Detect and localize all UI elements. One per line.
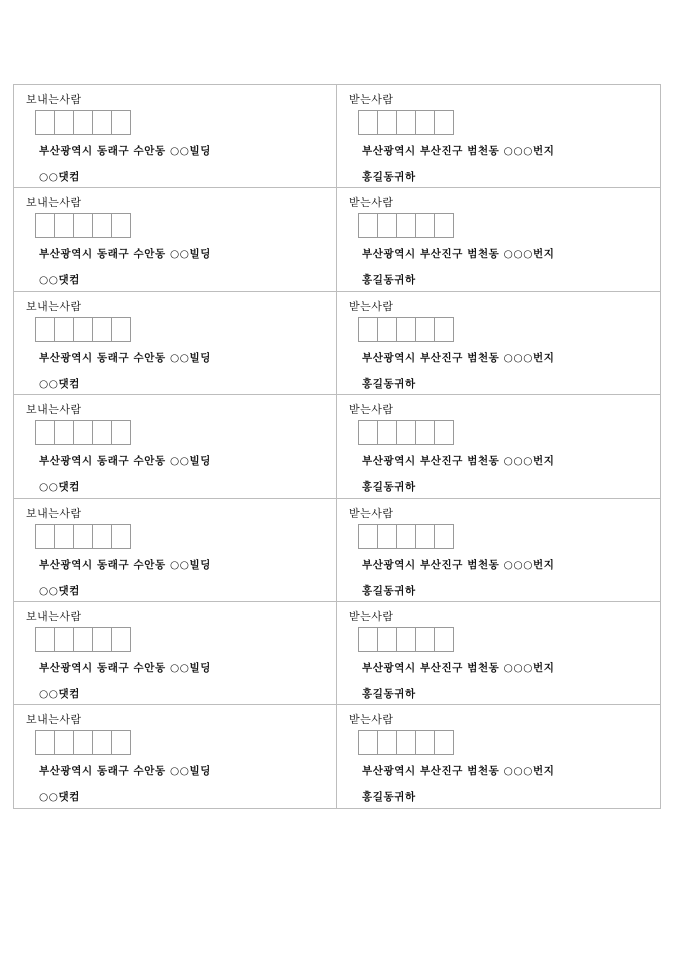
zip-box (396, 420, 416, 445)
recipient-address-line1: 부산광역시 부산진구 범천동 ○○○번지 (362, 558, 555, 571)
zip-box (111, 110, 131, 135)
sender-zip-boxes (35, 420, 131, 445)
zip-box (35, 730, 55, 755)
zip-box (54, 420, 74, 445)
zip-box (415, 213, 435, 238)
sender-label: 보내는사람 (26, 93, 82, 106)
sender-zip-boxes (35, 730, 131, 755)
zip-box (35, 110, 55, 135)
recipient-address-line1: 부산광역시 부산진구 범천동 ○○○번지 (362, 248, 555, 261)
zip-box (377, 730, 397, 755)
recipient-label: 받는사람 (349, 506, 394, 520)
zip-box (358, 110, 378, 135)
zip-box (415, 110, 435, 135)
zip-box (92, 627, 112, 652)
label-row (14, 394, 660, 497)
zip-box (415, 420, 435, 445)
zip-box (358, 730, 378, 755)
zip-box (54, 524, 74, 549)
zip-box (358, 420, 378, 445)
recipient-label: 받는사람 (349, 609, 394, 623)
sender-address-line1: 부산광역시 동래구 수안동 ○○빌딩 (39, 455, 211, 468)
zip-box (396, 524, 416, 549)
recipient-label: 받는사람 (349, 196, 394, 210)
sender-address-line2: ○○댓컴 (39, 584, 81, 597)
recipient-address-line1: 부산광역시 부산진구 범천동 ○○○번지 (362, 145, 555, 157)
zip-box (35, 317, 55, 342)
address-label-sheet (13, 84, 661, 809)
sender-label: 보내는사람 (26, 713, 82, 727)
zip-box (415, 730, 435, 755)
zip-box (377, 110, 397, 135)
sender-address-line1: 부산광역시 동래구 수안동 ○○빌딩 (39, 558, 211, 571)
recipient-address-line2: 홍길동귀하 (362, 274, 416, 287)
sender-address-line2: ○○댓컴 (39, 377, 81, 390)
zip-box (92, 420, 112, 445)
sender-address-line2: ○○댓컴 (39, 791, 81, 804)
zip-box (111, 317, 131, 342)
sender-cell (14, 602, 337, 704)
zip-box (54, 110, 74, 135)
zip-box (415, 627, 435, 652)
recipient-address-line1: 부산광역시 부산진구 범천동 ○○○번지 (362, 661, 555, 674)
recipient-label: 받는사람 (349, 713, 394, 727)
sender-address-line1: 부산광역시 동래구 수안동 ○○빌딩 (39, 351, 211, 364)
zip-box (111, 627, 131, 652)
recipient-cell (337, 292, 660, 394)
recipient-cell (337, 705, 660, 807)
zip-box (377, 317, 397, 342)
sender-cell (14, 395, 337, 497)
zip-box (358, 317, 378, 342)
sender-address-line2: ○○댓컴 (39, 171, 81, 183)
recipient-label: 받는사람 (349, 93, 394, 106)
recipient-zip-boxes (358, 110, 454, 135)
zip-box (35, 524, 55, 549)
recipient-address-line2: 홍길동귀하 (362, 584, 416, 597)
zip-box (396, 110, 416, 135)
zip-box (111, 524, 131, 549)
zip-box (73, 627, 93, 652)
recipient-address-line2: 홍길동귀하 (362, 687, 416, 700)
zip-box (434, 213, 454, 238)
recipient-address-line2: 홍길동귀하 (362, 171, 416, 183)
zip-box (111, 730, 131, 755)
sender-zip-boxes (35, 213, 131, 238)
zip-box (73, 420, 93, 445)
sender-label: 보내는사람 (26, 299, 82, 313)
recipient-cell (337, 602, 660, 704)
recipient-address-line2: 홍길동귀하 (362, 481, 416, 494)
zip-box (35, 213, 55, 238)
zip-box (358, 627, 378, 652)
zip-box (73, 213, 93, 238)
zip-box (73, 524, 93, 549)
zip-box (377, 420, 397, 445)
sender-cell (14, 85, 337, 187)
sender-cell (14, 188, 337, 290)
label-row (14, 704, 660, 808)
sender-zip-boxes (35, 317, 131, 342)
sender-zip-boxes (35, 110, 131, 135)
recipient-address-line1: 부산광역시 부산진구 범천동 ○○○번지 (362, 765, 555, 778)
label-row (14, 291, 660, 394)
zip-box (434, 730, 454, 755)
zip-box (35, 627, 55, 652)
zip-box (54, 627, 74, 652)
sender-label: 보내는사람 (26, 403, 82, 417)
zip-box (92, 730, 112, 755)
sender-label: 보내는사람 (26, 506, 82, 520)
recipient-zip-boxes (358, 213, 454, 238)
recipient-address-line1: 부산광역시 부산진구 범천동 ○○○번지 (362, 351, 555, 364)
sender-cell (14, 292, 337, 394)
recipient-zip-boxes (358, 317, 454, 342)
sender-address-line1: 부산광역시 동래구 수안동 ○○빌딩 (39, 248, 211, 261)
zip-box (415, 317, 435, 342)
zip-box (396, 317, 416, 342)
recipient-zip-boxes (358, 420, 454, 445)
zip-box (92, 317, 112, 342)
recipient-label: 받는사람 (349, 403, 394, 417)
zip-box (111, 420, 131, 445)
zip-box (73, 317, 93, 342)
zip-box (358, 213, 378, 238)
zip-box (54, 730, 74, 755)
sender-address-line2: ○○댓컴 (39, 687, 81, 700)
sender-zip-boxes (35, 627, 131, 652)
zip-box (434, 420, 454, 445)
zip-box (434, 627, 454, 652)
sender-address-line2: ○○댓컴 (39, 274, 81, 287)
zip-box (92, 110, 112, 135)
recipient-cell (337, 499, 660, 601)
zip-box (396, 627, 416, 652)
sender-zip-boxes (35, 524, 131, 549)
sender-address-line2: ○○댓컴 (39, 481, 81, 494)
recipient-cell (337, 395, 660, 497)
zip-box (434, 317, 454, 342)
sender-label: 보내는사람 (26, 609, 82, 623)
zip-box (434, 524, 454, 549)
zip-box (358, 524, 378, 549)
recipient-cell (337, 188, 660, 290)
recipient-label: 받는사람 (349, 299, 394, 313)
sender-address-line1: 부산광역시 동래구 수안동 ○○빌딩 (39, 145, 211, 157)
label-row (14, 187, 660, 290)
sender-cell (14, 705, 337, 807)
zip-box (377, 627, 397, 652)
zip-box (92, 213, 112, 238)
recipient-zip-boxes (358, 730, 454, 755)
zip-box (73, 110, 93, 135)
zip-box (92, 524, 112, 549)
sender-address-line1: 부산광역시 동래구 수안동 ○○빌딩 (39, 765, 211, 778)
recipient-zip-boxes (358, 627, 454, 652)
zip-box (415, 524, 435, 549)
zip-box (73, 730, 93, 755)
zip-box (54, 213, 74, 238)
recipient-zip-boxes (358, 524, 454, 549)
recipient-address-line1: 부산광역시 부산진구 범천동 ○○○번지 (362, 455, 555, 468)
label-row (14, 84, 660, 187)
zip-box (111, 213, 131, 238)
sender-cell (14, 499, 337, 601)
sender-label: 보내는사람 (26, 196, 82, 210)
zip-box (396, 213, 416, 238)
zip-box (434, 110, 454, 135)
zip-box (377, 524, 397, 549)
label-row (14, 498, 660, 601)
zip-box (54, 317, 74, 342)
label-row (14, 601, 660, 704)
zip-box (35, 420, 55, 445)
recipient-address-line2: 홍길동귀하 (362, 791, 416, 804)
recipient-cell (337, 85, 660, 187)
sender-address-line1: 부산광역시 동래구 수안동 ○○빌딩 (39, 661, 211, 674)
recipient-address-line2: 홍길동귀하 (362, 377, 416, 390)
zip-box (396, 730, 416, 755)
zip-box (377, 213, 397, 238)
